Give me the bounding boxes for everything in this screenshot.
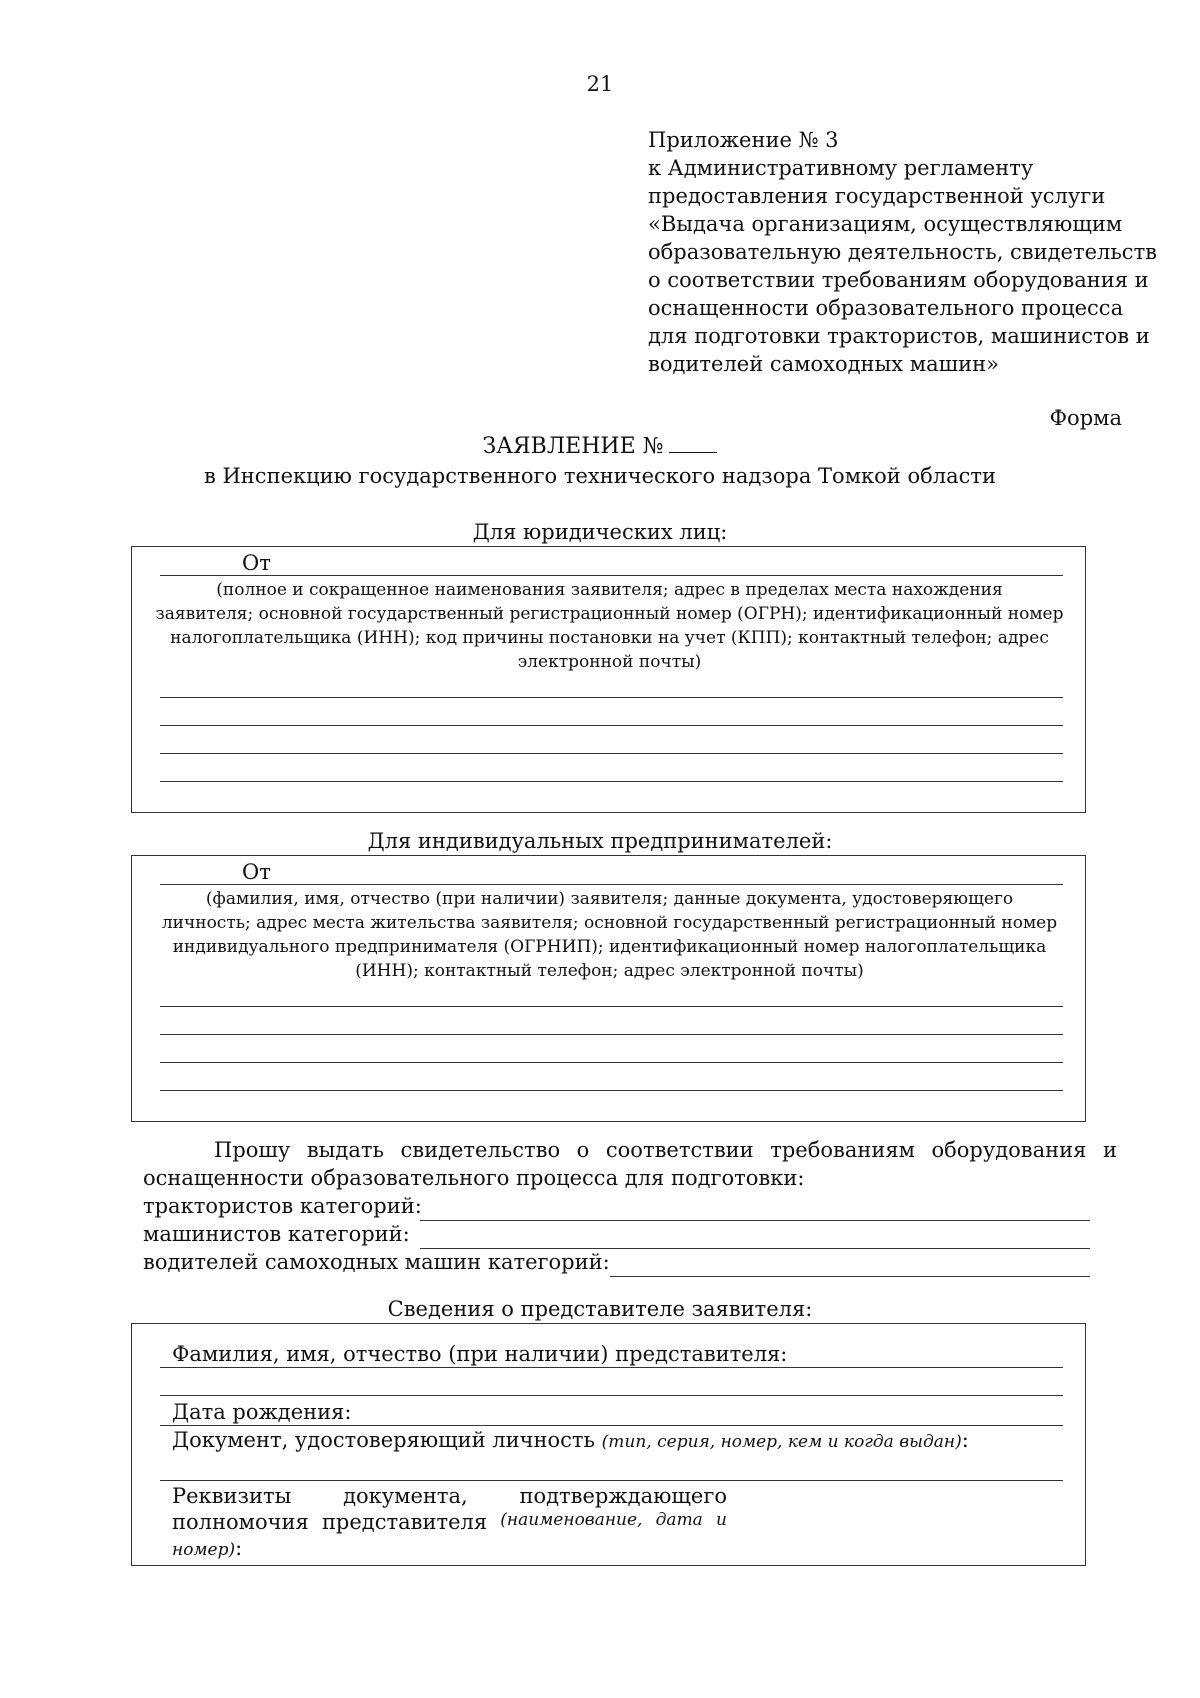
entrepreneur-hint-line: (ИНН); контактный телефон; адрес электронной почты) <box>355 961 864 981</box>
legal-entities-box <box>131 546 1086 813</box>
authority-hint-word: (наименование, <box>500 1510 643 1530</box>
document-title <box>0 434 1200 459</box>
representative-fio-label: Фамилия, имя, отчество (при наличии) представителя: <box>172 1342 788 1366</box>
appendix-line: «Выдача организациям, осуществляющим <box>648 212 1123 236</box>
representative-box <box>131 1323 1086 1566</box>
appendix-block <box>648 126 1158 378</box>
driver-categories-field[interactable] <box>610 1276 1090 1277</box>
legal-hint-line: (полное и сокращенное наименования заявителя; адрес в пределах места нахождения <box>216 580 1003 600</box>
entrepreneur-entry-line-4[interactable] <box>160 1090 1063 1091</box>
identity-document-field[interactable] <box>160 1480 1063 1481</box>
authority-colon: : <box>235 1536 243 1560</box>
authority-document-label <box>172 1484 727 1560</box>
entrepreneur-hint-line: личность; адрес места жительства заявителя; основной государственный регистрационный номер <box>161 913 1058 933</box>
legal-hint <box>132 578 1087 674</box>
legal-entry-line-4[interactable] <box>160 781 1063 782</box>
entrepreneur-from-label: От <box>242 860 271 884</box>
entrepreneurs-heading: Для индивидуальных предпринимателей: <box>367 829 833 853</box>
legal-from-label: От <box>242 551 271 575</box>
machinist-categories-label: машинистов категорий: <box>143 1222 410 1246</box>
birth-date-field[interactable] <box>160 1425 1063 1426</box>
entrepreneur-hint-line: (фамилия, имя, отчество (при наличии) заявителя; данные документа, удостоверяющего <box>205 889 1014 909</box>
identity-document-text: Документ, удостоверяющий личность <box>172 1428 595 1452</box>
legal-from-field[interactable] <box>160 575 1063 576</box>
authority-word: подтверждающего <box>519 1484 727 1508</box>
authority-line-2 <box>172 1510 727 1534</box>
authority-hint-word: дата <box>655 1510 703 1530</box>
request-line-2: оснащенности образовательного процесса для подготовки: <box>143 1166 805 1190</box>
legal-entry-line-1[interactable] <box>160 697 1063 698</box>
appendix-line: образовательную деятельность, свидетельств <box>648 240 1158 264</box>
appendix-line: Приложение № 3 <box>648 128 839 152</box>
authority-word: представителя <box>321 1510 488 1534</box>
appendix-line: о соответствии требованиям оборудования и <box>648 268 1149 292</box>
request-word: соответствии <box>605 1138 754 1162</box>
legal-hint-line: заявителя; основной государственный регистрационный номер (ОГРН); идентификационный номер <box>155 604 1064 624</box>
legal-hint-line: электронной почты) <box>517 652 702 672</box>
request-word: и <box>1102 1138 1117 1162</box>
representative-fio-field[interactable] <box>160 1367 1063 1368</box>
identity-document-colon: : <box>961 1428 969 1452</box>
authority-word: документа, <box>343 1484 468 1508</box>
request-word: оборудования <box>931 1138 1087 1162</box>
request-word: Прошу <box>214 1138 291 1162</box>
entrepreneur-entry-line-2[interactable] <box>160 1034 1063 1035</box>
document-title-text: ЗАЯВЛЕНИЕ № <box>482 434 664 459</box>
entrepreneurs-box <box>131 855 1086 1122</box>
representative-fio-field-2[interactable] <box>160 1395 1063 1396</box>
identity-document-hint: (тип, серия, номер, кем и когда выдан) <box>601 1432 962 1452</box>
legal-entry-line-3[interactable] <box>160 753 1063 754</box>
request-word: свидетельство <box>400 1138 561 1162</box>
legal-entities-heading: Для юридических лиц: <box>472 520 728 544</box>
legal-entry-line-2[interactable] <box>160 725 1063 726</box>
appendix-line: водителей самоходных машин» <box>648 352 1000 376</box>
request-word: выдать <box>306 1138 384 1162</box>
tractor-categories-label: трактористов категорий: <box>143 1194 422 1218</box>
application-number-field[interactable] <box>669 434 717 453</box>
request-word: о <box>576 1138 590 1162</box>
tractor-categories-field[interactable] <box>420 1220 1090 1221</box>
authority-word: Реквизиты <box>172 1484 292 1508</box>
entrepreneur-entry-line-3[interactable] <box>160 1062 1063 1063</box>
authority-line-1 <box>172 1484 727 1508</box>
birth-date-label: Дата рождения: <box>172 1400 352 1424</box>
appendix-line: предоставления государственной услуги <box>648 184 1106 208</box>
entrepreneur-entry-line-1[interactable] <box>160 1006 1063 1007</box>
page-number: 21 <box>586 72 614 96</box>
driver-categories-label: водителей самоходных машин категорий: <box>143 1250 610 1274</box>
machinist-categories-field[interactable] <box>420 1248 1090 1249</box>
appendix-line: для подготовки трактористов, машинистов и <box>648 324 1150 348</box>
representative-heading: Сведения о представителе заявителя: <box>387 1297 813 1321</box>
legal-hint-line: налогоплательщика (ИНН); код причины постановки на учет (КПП); контактный телефон; адрес <box>170 628 1049 648</box>
authority-word: полномочия <box>172 1510 309 1534</box>
entrepreneur-hint <box>132 887 1087 983</box>
document-subtitle: в Инспекцию государственного технического надзора Томкой области <box>204 464 996 488</box>
identity-document-label <box>172 1428 969 1452</box>
entrepreneur-hint-line: индивидуального предпринимателя (ОГРНИП); идентификационный номер налогоплательщика <box>172 937 1047 957</box>
appendix-line: оснащенности образовательного процесса <box>648 296 1124 320</box>
entrepreneur-from-field[interactable] <box>160 884 1063 885</box>
authority-line-3 <box>172 1536 727 1560</box>
request-word: требованиям <box>770 1138 915 1162</box>
authority-hint-word: номер) <box>172 1540 236 1560</box>
form-label: Форма <box>1049 406 1122 430</box>
appendix-line: к Административному регламенту <box>648 156 1034 180</box>
authority-hint-word: и <box>716 1510 727 1530</box>
request-line-1 <box>214 1138 1117 1162</box>
